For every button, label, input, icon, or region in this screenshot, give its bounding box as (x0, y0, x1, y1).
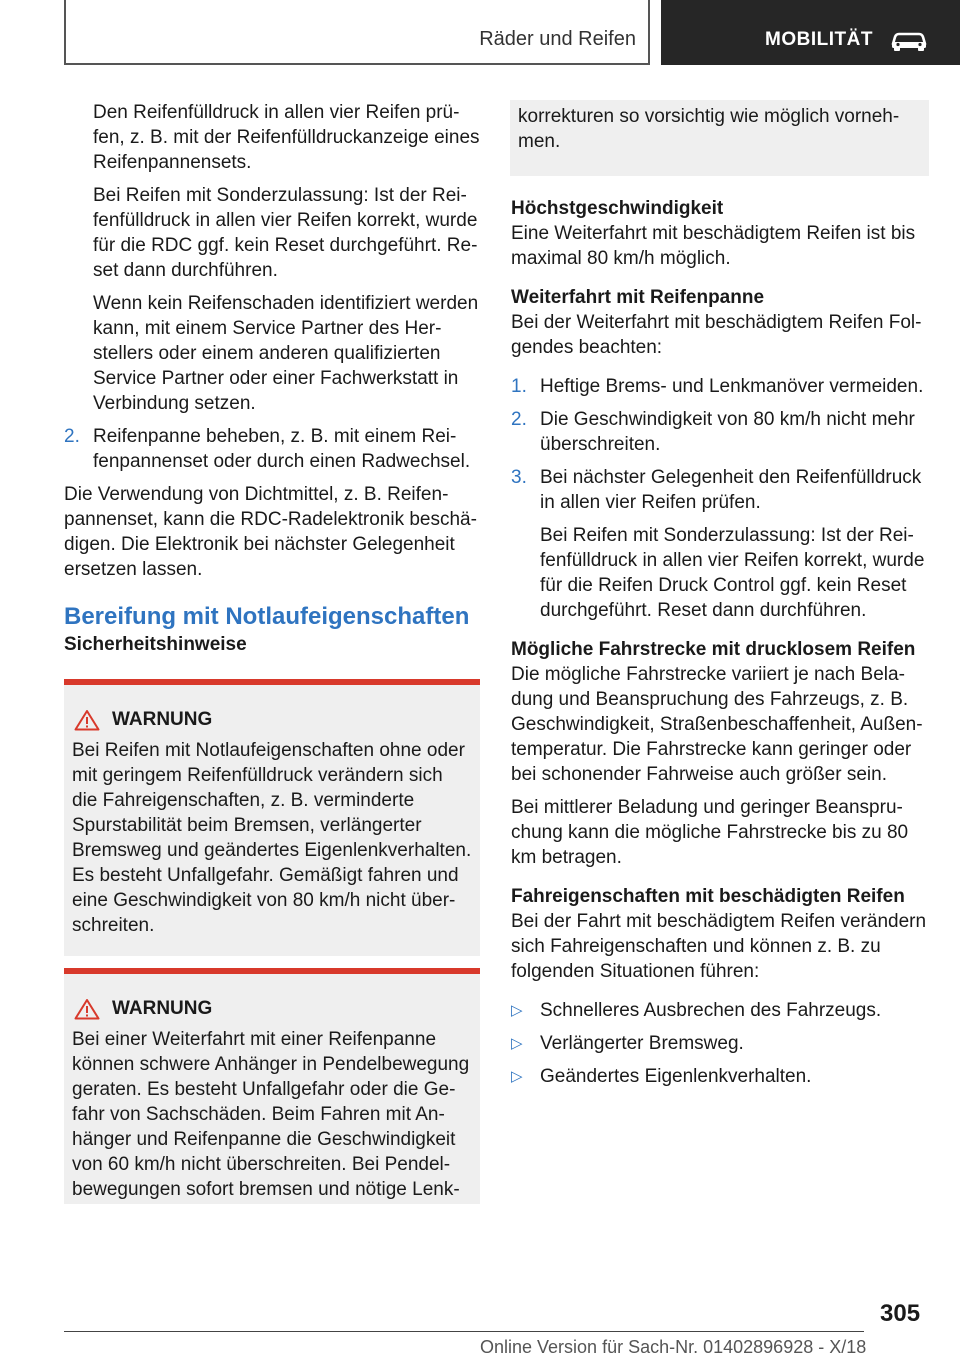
subheading: Weiterfahrt mit Reifenpanne (511, 287, 765, 308)
triangle-bullet-icon: ▷ (511, 1002, 523, 1019)
list-item (64, 424, 480, 474)
bullet-text: Geändertes Eigenlenkverhalten. (540, 1066, 812, 1087)
triangle-bullet-icon: ▷ (511, 1068, 523, 1085)
paragraph: Bei Reifen mit Sonderzulassung: Ist der Reifenfülldruck in allen vier Reifen korrekt, wurde für die RDC ggf. kein Reset durchgeführt. Reset dann durchführen. (93, 185, 478, 281)
bullet-text: Schnelleres Ausbrechen des Fahrzeugs. (540, 1000, 882, 1021)
list-number: 2. (511, 409, 527, 430)
warning-text: Bei Reifen mit Notlaufeigenschaften ohne oder mit geringem Reifenfülldruck verändern sich die Fahreigenschaften, z. B. verminderte Spurstabilität beim Bremsen, verlängerter Bremsweg und geändertes Eigenlenkverhalten. Es besteht Unfallgefahr. Gemäßigt fahren und eine Geschwindigkeit von 80 km/h nicht überschreiten. (72, 740, 472, 936)
paragraph: Den Reifenfülldruck in allen vier Reifen prüfen, z. B. mit der Reifenfülldruckanzeige eines Reifenpannensets. (93, 102, 480, 173)
subheading: Höchstgeschwindigkeit (511, 198, 724, 219)
header-underline (64, 63, 650, 65)
paragraph: Eine Weiterfahrt mit beschädigtem Reifen ist bis maximal 80 km/h möglich. (511, 223, 916, 269)
warning-box (64, 968, 480, 1204)
bullet-item (511, 998, 929, 1023)
right-column (511, 100, 929, 1097)
paragraph: Die mögliche Fahrstrecke variiert je nach Beladung und Beanspruchung des Fahrzeugs, z. B. Geschwindigkeit, Straßenbeschaffenheit, Außentemperatur. Die Fahrstrecke kann geringer oder bei schonender Fahrweise auch größer sein. (511, 664, 923, 785)
list-number: 3. (511, 467, 527, 488)
footer-text: Online Version für Sach-Nr. 01402896928 - X/18 (480, 1337, 867, 1357)
header-chapter-tab (661, 0, 960, 65)
list-item (511, 465, 929, 515)
list-item (511, 407, 929, 457)
list-number: 1. (511, 376, 527, 397)
warning-title: WARNUNG (72, 707, 472, 732)
car-icon (889, 28, 929, 52)
bullet-text: Verlängerter Bremsweg. (540, 1033, 744, 1054)
paragraph: Bei Reifen mit Sonderzulassung: Ist der Reifenfülldruck in allen vier Reifen korrekt, wurde für die Reifen Druck Control ggf. kein Reset durchgeführt. Reset dann durchführen. (540, 525, 925, 621)
left-column (64, 100, 480, 1204)
subheading: Fahreigenschaften mit beschädigten Reifen (511, 886, 905, 907)
header-section-title: Räder und Reifen (479, 28, 636, 50)
warning-text: Bei einer Weiterfahrt mit einer Reifenpanne können schwere Anhänger in Pendelbewegung geraten. Es besteht Unfallgefahr oder die Gefahr von Sachschäden. Beim Fahren mit Anhänger und Reifenpanne die Geschwindigkeit von 60 km/h nicht überschreiten. Bei Pendelbewegungen sofort bremsen und nötige Lenk- (72, 1029, 470, 1200)
paragraph: Bei der Weiterfahrt mit beschädigtem Reifen Folgendes beachten: (511, 312, 922, 358)
list-item-text: Heftige Brems- und Lenkmanöver vermeiden. (540, 376, 924, 397)
warning-triangle-icon (74, 998, 100, 1020)
subheading: Mögliche Fahrstrecke mit drucklosem Reifen (511, 639, 916, 660)
warning-triangle-icon (74, 709, 100, 731)
list-item (511, 374, 929, 399)
paragraph: Bei der Fahrt mit beschädigtem Reifen verändern sich Fahreigenschaften und können z. B. zu folgenden Situationen führen: (511, 911, 927, 982)
paragraph: Die Verwendung von Dichtmittel, z. B. Reifenpannenset, kann die RDC-Radelektronik beschädigen. Die Elektronik bei nächster Gelegenheit ersetzen lassen. (64, 484, 477, 580)
warning-box (64, 679, 480, 956)
warning-title: WARNUNG (72, 996, 472, 1021)
section-title: Bereifung mit Notlaufeigenschaften (64, 603, 470, 630)
bullet-item (511, 1064, 929, 1089)
paragraph: Bei mittlerer Beladung und geringer Beanspruchung kann die mögliche Fahrstrecke bis zu 80 km betragen. (511, 797, 909, 868)
page-number: 305 (880, 1300, 921, 1327)
subheading: Sicherheitshinweise (64, 634, 247, 655)
chapter-label: MOBILITÄT (765, 29, 873, 50)
header-divider-mid (648, 0, 650, 65)
list-item-text: Bei nächster Gelegenheit den Reifenfülldruck in allen vier Reifen prüfen. (540, 467, 922, 513)
paragraph: Wenn kein Reifenschaden identifiziert werden kann, mit einem Service Partner des Herstellers oder einem anderen qualifizierten Service Partner oder einer Fachwerkstatt in Verbindung setzen. (93, 293, 479, 414)
bullet-item (511, 1031, 929, 1056)
warning-text: korrekturen so vorsichtig wie möglich vornehmen. (518, 106, 900, 152)
list-item-text: Reifenpanne beheben, z. B. mit einem Reifenpannenset oder durch einen Radwechsel. (93, 426, 471, 472)
footer-divider (64, 1331, 864, 1332)
list-number: 2. (64, 426, 80, 447)
list-item-text: Die Geschwindigkeit von 80 km/h nicht mehr überschreiten. (540, 409, 915, 455)
triangle-bullet-icon: ▷ (511, 1035, 523, 1052)
warning-box-continuation (510, 100, 929, 176)
